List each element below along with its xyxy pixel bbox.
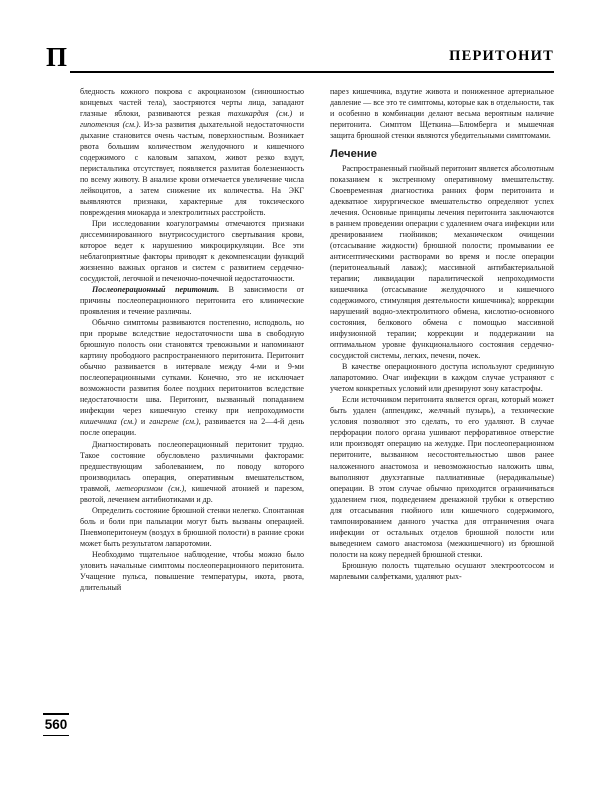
paragraph	[330, 560, 554, 582]
article-body	[80, 86, 554, 746]
paragraph	[80, 86, 304, 218]
paragraph	[80, 439, 304, 505]
text-run: Обычно симптомы развиваются постепенно, исподволь, но при прорыве вследствие недостаточности шва в свободную брюшную полость они становятся тревожными и напоминают картину прободного распространенного перитонита. Перитонит обычно развивается в интервале между 4-ми и 9-ми послеоперационными сутками. Конечно, это не исключает возможности развития более поздних перитонитов вследствие недостаточности шва. Перитонит, вызванный попаданием инфекции через кишечную стенку при непроходимости	[80, 318, 304, 416]
text-run: Если источником перитонита является орган, который может быть удален (аппендикс, желчный пузырь), а технические условия позволяют это сделать, то его удаляют. В случае перфорации полого органа ушивают перфоративное отверстие или производят операцию на желудке. При послеоперационном перитоните, вызванном несостоятельностью швов ранее наложенного анастомоза и невозможностью наложить швы, выполняют двухэтапные паллиативные (нерадикальные) операции. В этом случае обычно приходится ограничиваться удалением гноя, подведением дренажной трубки к отверстию для отсасывания гнойного или кишечного содержимого, тампонированием данного участка для отграничения очага инфекции от остальных отделов брюшной полости или выведением самого анастомоза (межкишечного) из брюшной полости на кожу передней брюшной стенки.	[330, 395, 554, 559]
paragraph	[330, 361, 554, 394]
folio-rule-bottom	[43, 735, 69, 737]
section-heading: Лечение	[330, 148, 378, 161]
text-run: При исследовании коагулограммы отмечаются признаки диссеминированного внутрисосудистого свертывания крови, которое ведет к нарушению микроциркуляции. Все эти неблагоприятные факторы приводят к декомпенсации функций жизненно важных органов и систем с развитием сердечно-сосудистой, легочной и печеночно-почечной недостаточности.	[80, 219, 304, 284]
text-run: Брюшную полость тщательно осушают электроотсосом и марлевыми салфетками, удаляют рых-	[330, 560, 554, 581]
text-run: , развивается на 2—4-й день после операции.	[80, 417, 304, 438]
paragraph	[80, 549, 304, 593]
paragraph	[330, 86, 554, 141]
left-text-column	[80, 86, 304, 746]
text-run: . Из-за развития дыхательной недостаточности дыхание становится очень частым, поверхностным. Возникает рвота большим количеством желудочного и кишечного содержимого с каловым запахом, живот резко вздут, перистальтика отсутствует, появляется разлитая болезненность по всему животу. В анализе крови отмечается увеличение числа лейкоцитов, а затем снижение их количества. На ЭКГ выявляются признаки, характерные для токсического повреждения миокарда и электролитных расстройств.	[80, 120, 304, 218]
header-rule	[70, 71, 554, 73]
text-run: , кишечной атонией и парезом, рвотой, лечением антибиотиками и др.	[80, 483, 304, 504]
text-run: Диагностировать послеоперационный перитонит трудно. Такое состояние обусловлено различными факторами: предшествующим заболеванием, по поводу которого производилась операция, оперативным вмешательством, травмой,	[80, 439, 304, 493]
folio	[38, 713, 74, 736]
paragraph	[330, 163, 554, 361]
text-run: Определить состояние брюшной стенки нелегко. Спонтанная боль и боли при пальпации могут быть вызваны операцией. Пневмоперитонеум (воздух в брюшной полости) в ранние сроки может быть результатом лапаротомии.	[80, 505, 304, 548]
paragraph	[80, 284, 304, 317]
cross-reference: гангрене (см.)	[149, 417, 199, 427]
text-run: В качестве операционного доступа используют срединную лапаротомию. Очаг инфекции в каждом случае устраняют с учетом конкретных условий или дренируют зону катастрофы.	[330, 362, 554, 394]
text-run: Необходимо тщательное наблюдение, чтобы можно было уловить начальные симптомы послеоперационного перитонита. Учащение пульса, повышение температуры, икота, рвота, длительный	[80, 549, 304, 592]
alphabet-letter-marker: П	[46, 42, 68, 72]
text-run: и	[136, 417, 150, 427]
text-run: и	[292, 109, 304, 119]
paragraph	[80, 505, 304, 549]
right-text-column	[330, 86, 554, 746]
cross-reference: гипотензия (см.)	[80, 120, 139, 130]
cross-reference: тахикардия (см.)	[227, 109, 293, 119]
cross-reference: метеоризмом (см.)	[115, 483, 185, 493]
text-run: В зависимости от причины послеоперационного перитонита его клинические проявления и течение различны.	[80, 285, 304, 317]
cross-reference: кишечника (см.)	[80, 417, 137, 427]
page-number: 560	[44, 716, 68, 732]
text-run: парез кишечника, вздутие живота и пониженное артериальное давление — все это те симптомы, которые как в отдельности, так и особенно в комбинации делают весьма вероятным наличие перитонита. Симптом Щеткина—Блюмберга и мышечная защита брюшной стенки являются убедительными симптомами.	[330, 87, 554, 141]
paragraph	[80, 218, 304, 284]
text-run: бледность кожного покрова с акроцианозом (синюшностью концевых частей тела), заостряются черты лица, западают глазные яблоки, развиваются резкая	[80, 87, 304, 119]
paragraph	[80, 317, 304, 438]
run-in-heading: Послеоперационный перитонит.	[92, 285, 220, 295]
page-header	[46, 42, 554, 80]
text-run: Распространенный гнойный перитонит является абсолютным показанием к экстренному оперативному вмешательству. Своевременная диагностика ранних форм перитонита и адекватное хирургическое вмешательство определяют успех лечения. Основные принципы лечения перитонита заключаются в раннем проведении операции с удалением очага инфекции или дренированием гнойников; механическом очищении (отсасывание жидкости) брюшной полости; промывании ее антисептическими растворами во время и после операции (перитонеальный лаваж); массивной антибактериальной терапии; ликвидации паралитической непроходимости кишечника (отсасывание желудочного и кишечного содержимого, стимуляция деятельности кишечника); коррекции нарушений водно-электролитного обмена, кислотно-основного состояния, белкового обмена с помощью массивной инфузионной терапии; коррекции и поддержании на оптимальном уровне функционального состояния сердечно-сосудистой системы, легких, печени, почек.	[330, 164, 554, 361]
paragraph	[330, 394, 554, 559]
page-title: ПЕРИТОНИТ	[449, 48, 554, 64]
